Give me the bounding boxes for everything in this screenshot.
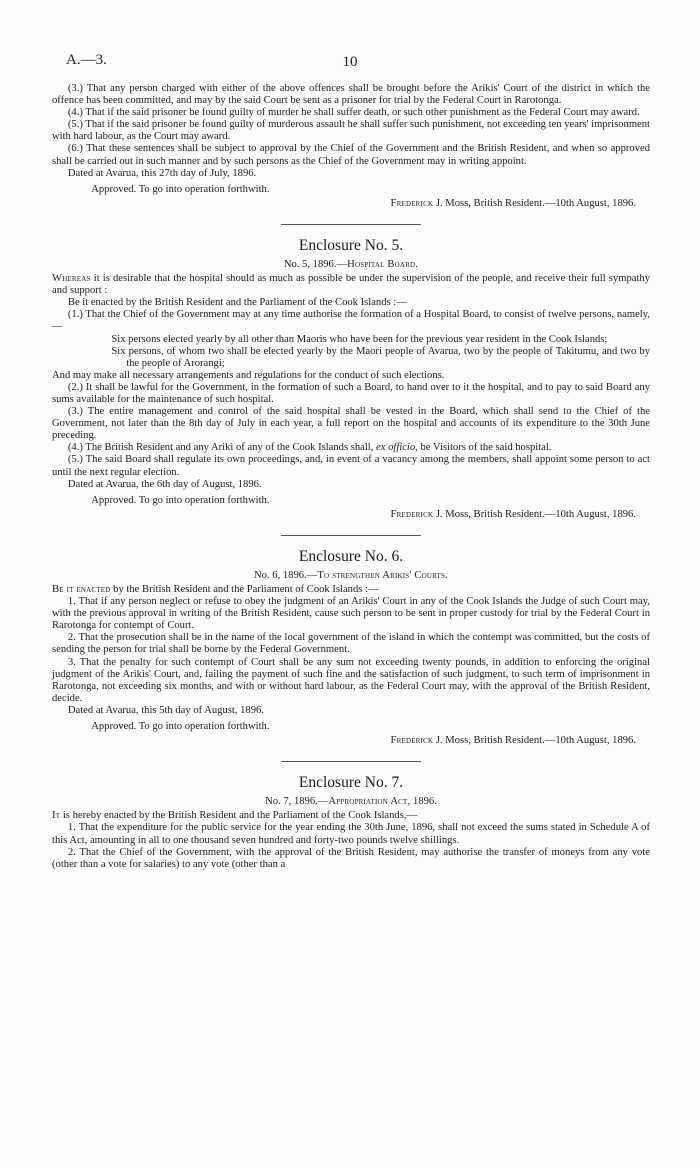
enacting-clause [52, 810, 650, 822]
clause-5: (5.) The said Board shall regulate its own proceedings, and, in event of a vacancy among the members, shall appoint some person to act until the next regular election. [52, 454, 650, 478]
clause-4-italic: ex officio [376, 442, 416, 454]
act-number: No. 6, 1896.— [254, 569, 318, 581]
act-title: Appropriation Act, [328, 796, 411, 808]
enacting-clause: Be it enacted by the British Resident and the Parliament of the Cook Islands :— [67, 297, 407, 309]
clause-3: (3.) The entire management and control of the said hospital shall be vested in the Board, which shall send to the Chief of the Government, not later than the 8th day of July in each year, a full report on the hospital and accounts of its expenditure to the 30th June preceding. [52, 406, 650, 442]
clause-4 [52, 442, 650, 454]
dated-line: Dated at Avarua, this 27th day of July, 1896. [67, 167, 257, 179]
clause-1: 1. That if any person neglect or refuse to obey the judgment of an Arikis' Court in any of the Cook Islands the Judge of such Court may, with the previous approval in writing of the British Resident, cause such person to be sent in proper custody for trial by the Federal Court in Rarotonga for contempt of Court. [52, 596, 650, 632]
enclosure-title: Enclosure No. 6. [298, 547, 404, 565]
preamble [52, 273, 650, 297]
clause-3: 3. That the penalty for such contempt of Court shall be any sum not exceeding twenty pounds, in addition to enforcing the original judgment of the Arikis' Court, and, failing the payment of such fine and the satisfaction of such judgment, to such term of imprisonment in Rarotonga, not exceeding six months, and with or without hard labour, as the Federal Court may, with the approval of the British Resident, decide. [52, 656, 650, 704]
clause-2: 2. That the Chief of the Government, with the approval of the British Resident, may authorise the transfer of moneys from any vote (other than a vote for salaries) to any vote (other than a [52, 846, 650, 870]
signature-line [52, 509, 650, 521]
enclosure-5 [52, 237, 650, 521]
dated-line: Dated at Avarua, this 5th day of August, 1896. [67, 704, 264, 716]
signature-first-name: Frederick [390, 508, 434, 520]
preamble-text: it is desirable that the hospital should as much as possible be under the supervision of the people, and receive their full sympathy and support : [52, 273, 650, 297]
preamble-lead: Whereas [52, 273, 91, 285]
approved-line: Approved. To go into operation forthwith. [91, 183, 270, 195]
signature-rest: J. Moss, British Resident.—10th August, 1896. [435, 735, 636, 747]
enacting-text: is hereby enacted by the British Resident and the Parliament of the Cook Islands,— [60, 810, 418, 822]
document-reference: A.—3. [66, 52, 107, 68]
enclosure-title: Enclosure No. 5. [298, 236, 404, 254]
enclosure-subtitle [52, 570, 650, 582]
enclosure-subtitle [52, 259, 650, 271]
approved-line: Approved. To go into operation forthwith. [91, 721, 270, 733]
paragraph-5: (5.) That if the said prisoner be found guilty of murderous assault he shall suffer such punishment, not exceeding ten years' imprisonment with hard labour, as the Court may award. [52, 119, 650, 143]
signature-first-name: Frederick [390, 197, 434, 209]
signature-rest: J. Moss, British Resident.—10th August, 1896. [435, 508, 636, 520]
clause-1-tail: And may make all necessary arrangements and regulations for the conduct of such elections. [52, 369, 445, 381]
enacting-lead: Be it enacted [52, 584, 111, 595]
enclosure-6 [52, 548, 650, 747]
enclosure-title: Enclosure No. 7. [298, 774, 404, 792]
signature-line [52, 735, 650, 747]
paragraph-6: (6.) That these sentences shall be subject to approval by the Chief of the Government and the British Resident, and when so approved shall be carried out in such manner and by such persons as the Chief of the Government may in writing appoint. [52, 143, 650, 167]
section-divider [281, 761, 421, 762]
approved-line: Approved. To go into operation forthwith. [91, 494, 270, 506]
paragraph-4: (4.) That if the said prisoner be found guilty of murder he shall suffer death, or such other punishment as the Federal Court may award. [67, 107, 640, 119]
enclosure-7 [52, 774, 650, 871]
signature-rest: J. Moss, British Resident.—10th August, 1896. [435, 197, 636, 209]
page-number: 10 [342, 54, 358, 70]
previous-enclosure-continuation [52, 83, 650, 210]
clause-4-text-b: , be Visitors of the said hospital. [415, 442, 552, 454]
enacting-text: by the British Resident and the Parliament of Cook Islands :— [110, 584, 379, 595]
section-divider [281, 535, 421, 536]
clause-4-text-a: (4.) The British Resident and any Ariki of any of the Cook Islands shall, [67, 442, 377, 454]
enacting-lead: It [52, 810, 61, 822]
clause-1: (1.) That the Chief of the Government may at any time authorise the formation of a Hospital Board, to consist of twelve persons, namely,— [52, 309, 650, 333]
act-year: 1896. [410, 796, 437, 808]
act-number: No. 7, 1896.— [265, 796, 329, 808]
act-title: Hospital Board. [347, 258, 419, 270]
dated-line: Dated at Avarua, the 6th day of August, 1896. [67, 478, 262, 490]
enacting-clause [52, 584, 650, 596]
act-title: To strengthen Arikis' Courts. [317, 569, 448, 581]
clause-1: 1. That the expenditure for the public service for the year ending the 30th June, 1896, shall not exceed the sums stated in Schedule A of this Act, amounting in all to one thousand seven hundred and forty-two pounds twelve shillings. [52, 822, 650, 846]
page-body [52, 83, 650, 871]
clause-2: (2.) It shall be lawful for the Government, in the formation of such a Board, to hand over to it the hospital, and to pay to said Board any sums available for the maintenance of such hospital. [52, 381, 650, 405]
section-divider [281, 224, 421, 225]
sub-clause-2: Six persons, of whom two shall be elected yearly by the Maori people of Avarua, two by the people of Takitumu, and two by the people of Arorangi; [111, 345, 650, 369]
signature-line [52, 198, 650, 210]
paragraph-3: (3.) That any person charged with either of the above offences shall be brought before the Arikis' Court of the district in which the offence has been committed, and may by the said Court be sent as a prisoner for trial by the Federal Court in Rarotonga. [52, 83, 650, 107]
enclosure-subtitle [52, 796, 650, 808]
signature-first-name: Frederick [390, 735, 434, 747]
clause-2: 2. That the prosecution shall be in the name of the local government of the island in which the contempt was committed, but the costs of sending the person for trial shall be borne by the Federal Government. [52, 632, 650, 656]
sub-clause-1: Six persons elected yearly by all other than Maoris who have been for the previous year resident in the Cook Islands; [111, 333, 608, 345]
act-number: No. 5, 1896.— [283, 258, 348, 270]
